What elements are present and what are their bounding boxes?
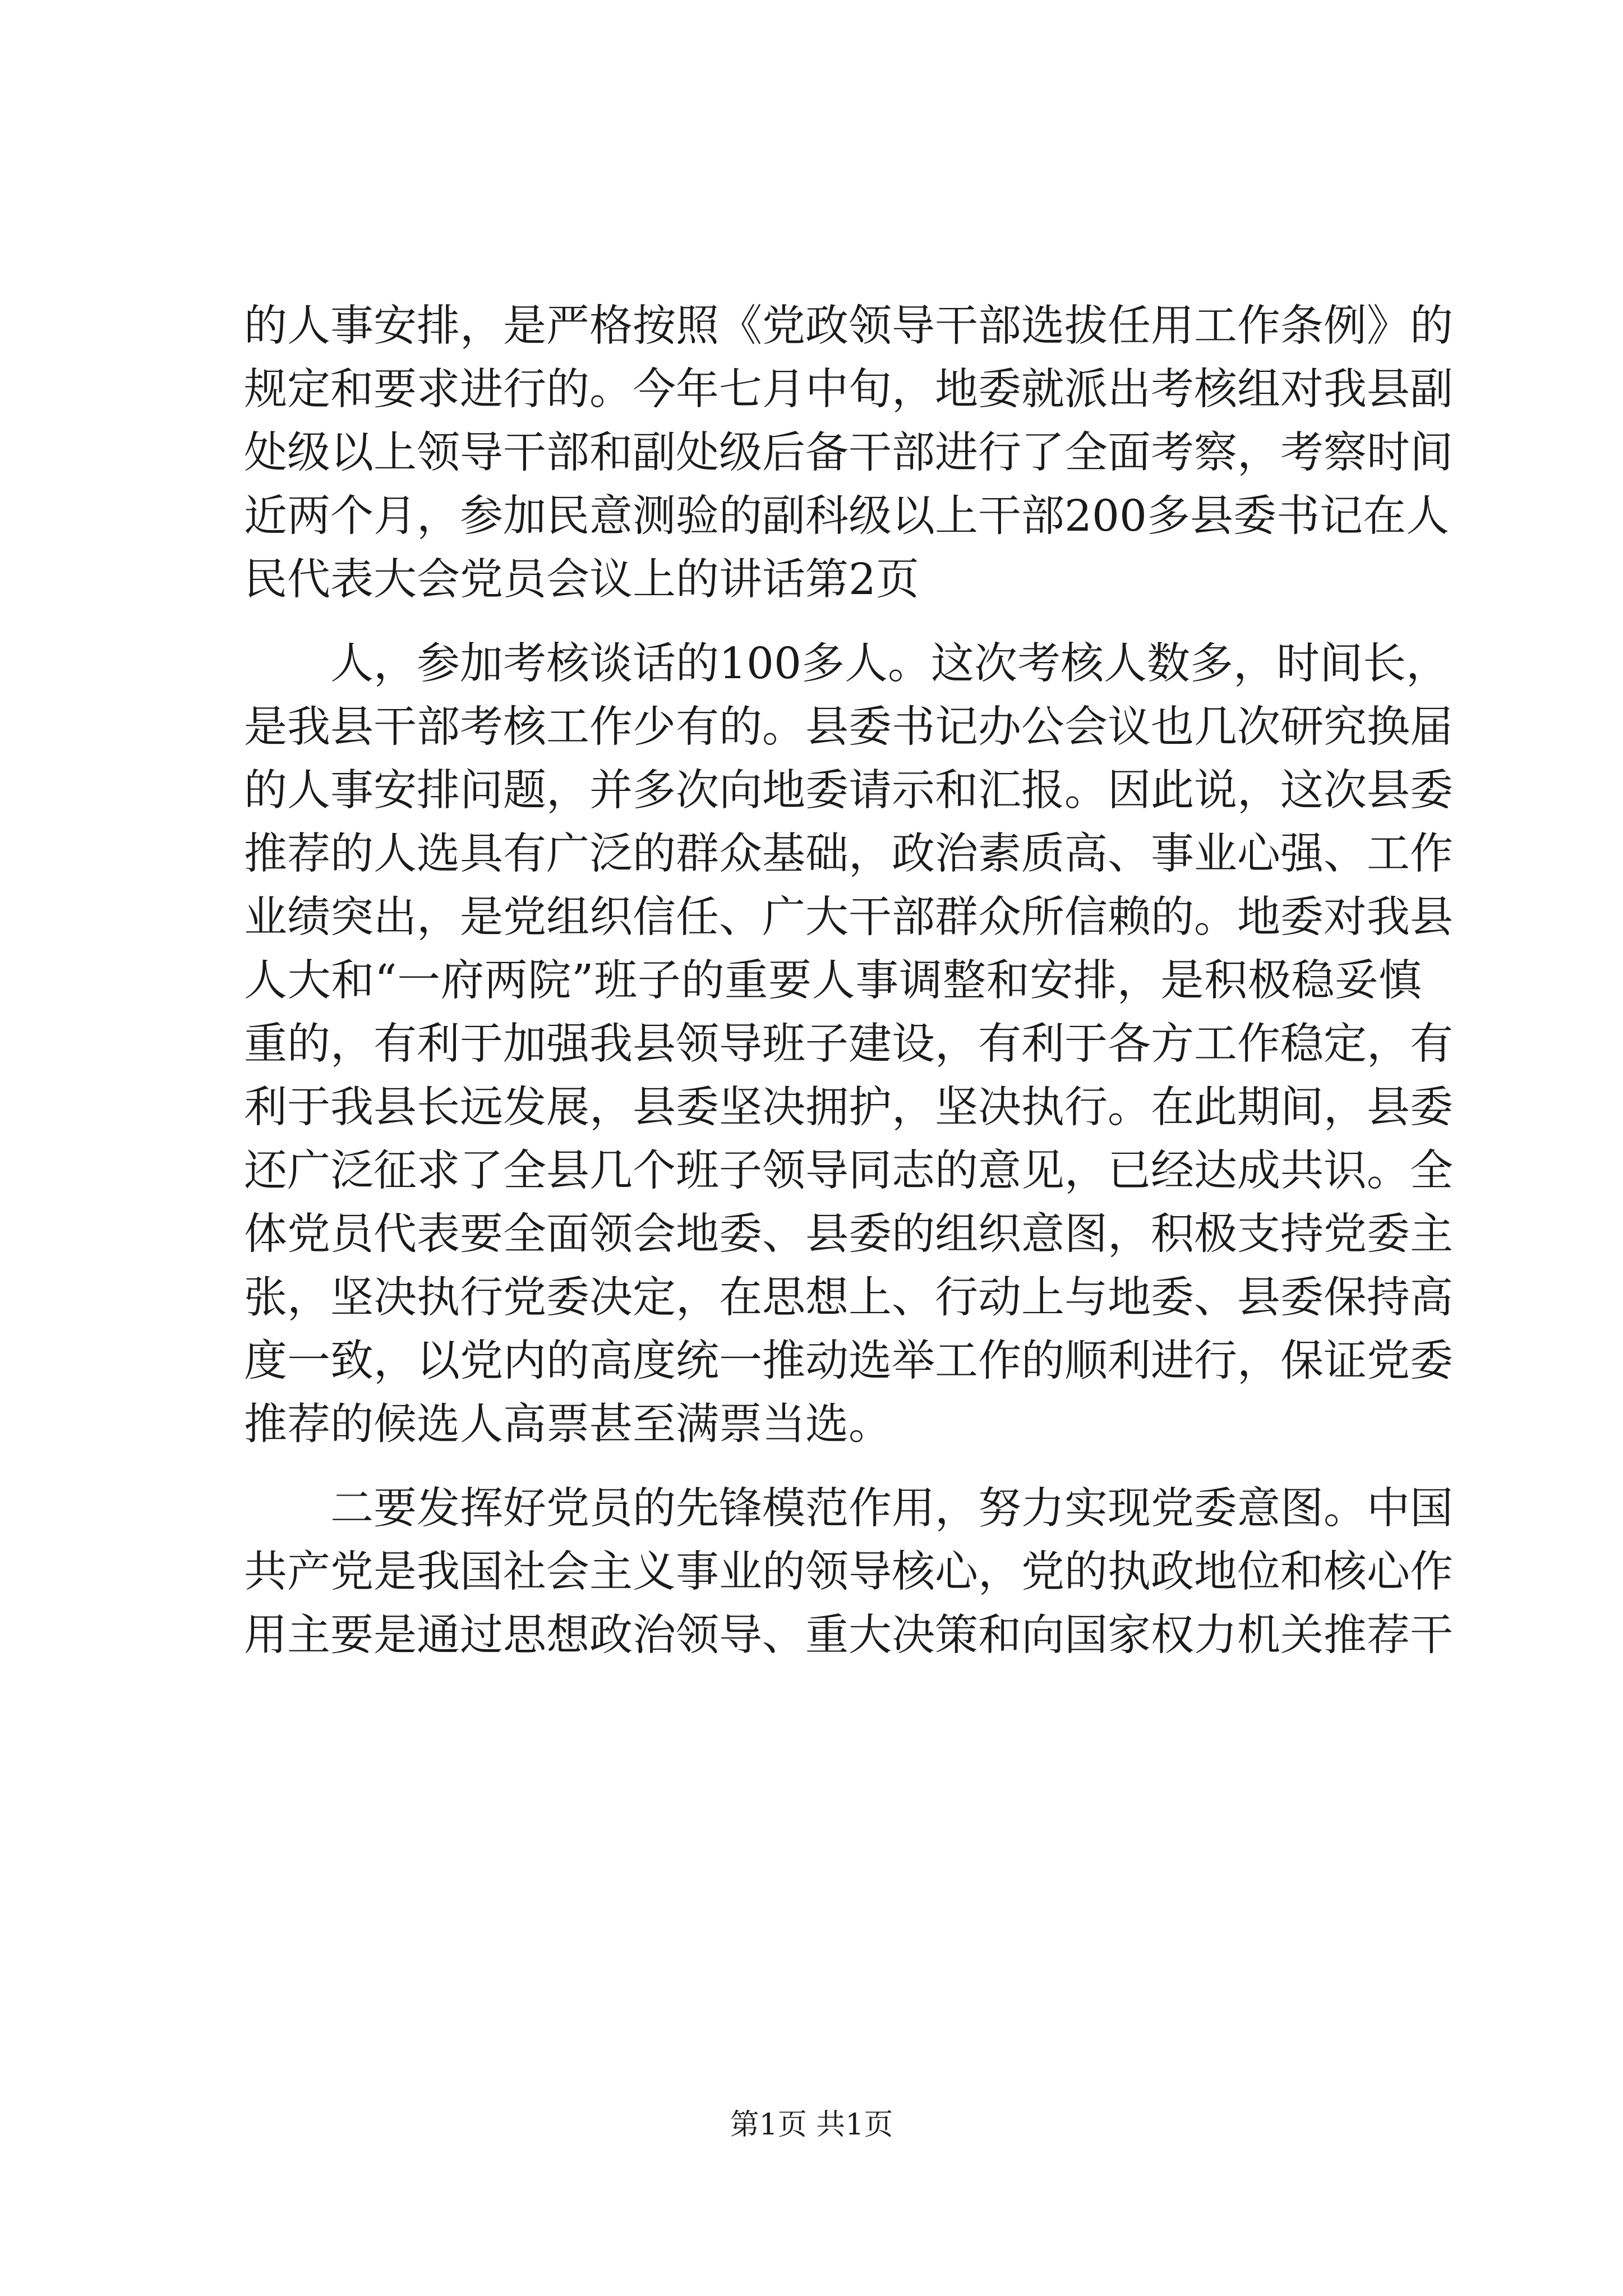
- page-footer: [0, 2101, 1623, 2143]
- text-line: 处级以上领导干部和副处级后备干部进行了全面考察，考察时间: [244, 428, 1453, 478]
- text-line: 推荐的候选人高票甚至满票当选。: [244, 1400, 892, 1450]
- text-line: 张，坚决执行党委决定，在思想上、行动上与地委、县委保持高: [244, 1273, 1453, 1323]
- text-line: 人大和“一府两院”班子的重要人事调整和安排，是积极稳妥慎: [244, 956, 1422, 1006]
- text-line: 的人事安排问题，并多次向地委请示和汇报。因此说，这次县委: [244, 766, 1453, 816]
- text-line: 体党员代表要全面领会地委、县委的组织意图，积极支持党委主: [244, 1209, 1453, 1259]
- text-line: 近两个月，参加民意测验的副科级以上干部200多县委书记在人: [244, 491, 1449, 541]
- text-line: 民代表大会党员会议上的讲话第2页: [244, 555, 919, 605]
- text-line: 度一致，以党内的高度统一推动选举工作的顺利进行，保证党委: [244, 1336, 1453, 1386]
- text-line: 的人事安排，是严格按照《党政领导干部选拔任用工作条例》的: [244, 301, 1453, 351]
- document-body: [244, 295, 1453, 1667]
- page-number-label: 第1页 共1页: [730, 2108, 893, 2142]
- paragraph-spacer: [244, 611, 1422, 632]
- text-line: 还广泛征求了全县几个班子领导同志的意见，已经达成共识。全: [244, 1146, 1453, 1196]
- text-line: 是我县干部考核工作少有的。县委书记办公会议也几次研究换届: [244, 702, 1453, 752]
- text-line: 重的，有利于加强我县领导班子建设，有利于各方工作稳定，有: [244, 1019, 1453, 1069]
- text-line: 人，参加考核谈话的100多人。这次考核人数多，时间长，: [330, 639, 1449, 689]
- text-line: 业绩突出，是党组织信任、广大干部群众所信赖的。地委对我县: [244, 892, 1453, 942]
- paragraph-spacer: [244, 1456, 1422, 1477]
- text-line: 规定和要求进行的。今年七月中旬，地委就派出考核组对我县副: [244, 365, 1453, 415]
- text-line: 利于我县长远发展，县委坚决拥护，坚决执行。在此期间，县委: [244, 1083, 1453, 1133]
- text-line: 用主要是通过思想政治领导、重大决策和向国家权力机关推荐干: [244, 1611, 1453, 1660]
- text-line: 共产党是我国社会主义事业的领导核心，党的执政地位和核心作: [244, 1547, 1453, 1597]
- text-line: 推荐的人选具有广泛的群众基础，政治素质高、事业心强、工作: [244, 829, 1453, 879]
- text-line: 二要发挥好党员的先锋模范作用，努力实现党委意图。中国: [330, 1484, 1453, 1534]
